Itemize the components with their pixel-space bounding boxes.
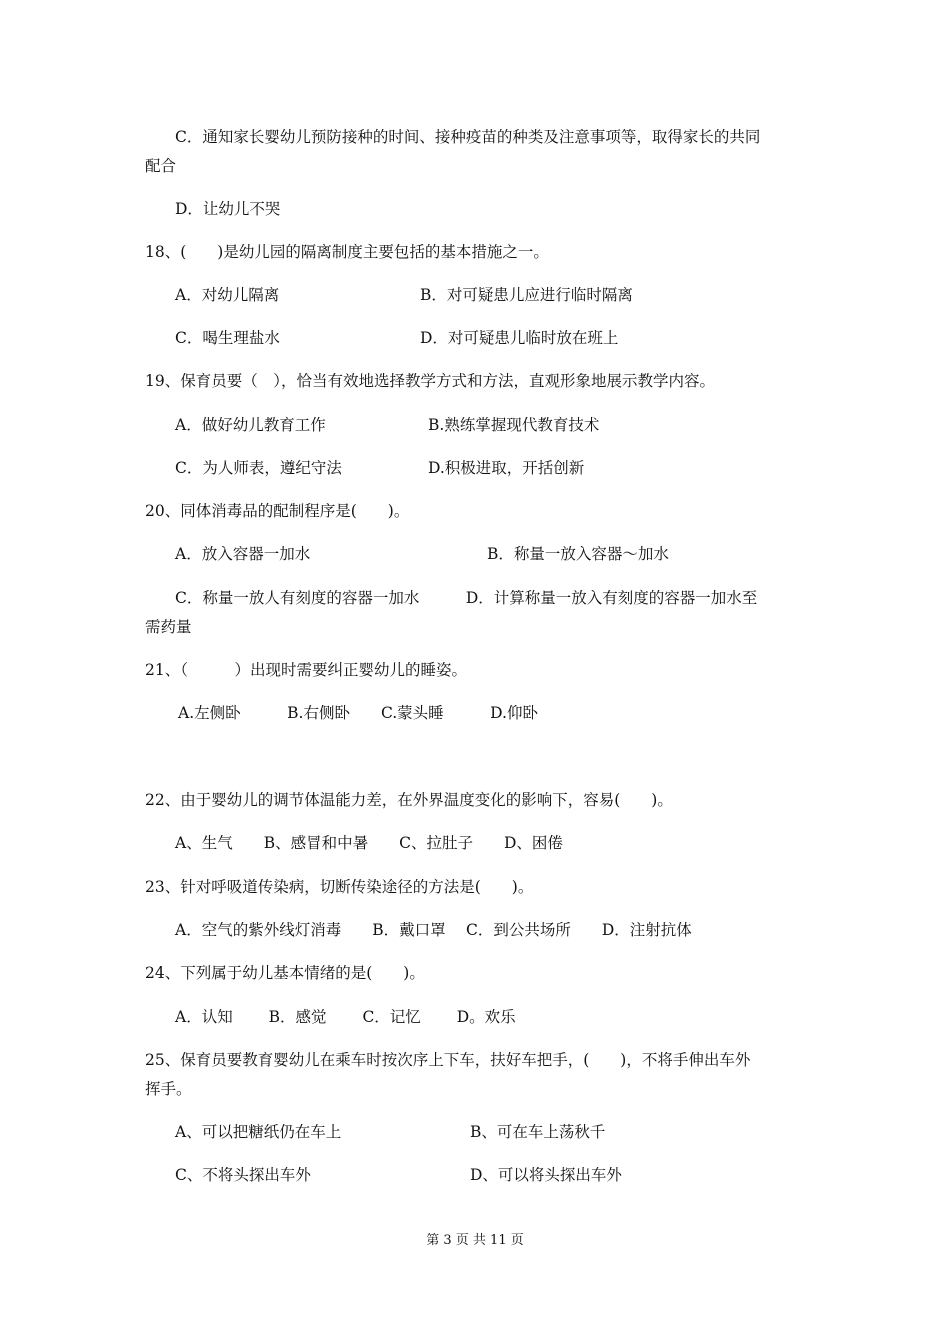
question-17-option-d: D．让幼儿不哭 (175, 200, 281, 218)
question-18-stem: 18、( )是幼儿园的隔离制度主要包括的基本措施之一。 (145, 243, 549, 261)
question-25-option-a: A、可以把糖纸仍在车上 (175, 1123, 342, 1141)
question-18-option-c: C．喝生理盐水 (175, 329, 280, 347)
question-20-option-b: B．称量一放入容器～加水 (487, 545, 669, 563)
question-17-option-c-line1: C．通知家长婴幼儿预防接种的时间、接种疫苗的种类及注意事项等，取得家长的共同 (175, 128, 761, 146)
question-23-options: A．空气的紫外线灯消毒 B．戴口罩 C．到公共场所 D．注射抗体 (175, 921, 692, 939)
question-25-option-c: C、不将头探出车外 (175, 1166, 311, 1184)
question-25-option-b: B、可在车上荡秋千 (470, 1123, 606, 1141)
question-19-option-d: D.积极进取，开括创新 (428, 459, 585, 477)
question-25-stem-line1: 25、保育员要教育婴幼儿在乘车时按次序上下车，扶好车把手，( )，不将手伸出车外 (145, 1051, 751, 1069)
question-23-stem: 23、针对呼吸道传染病，切断传染途径的方法是( )。 (145, 878, 534, 896)
question-25-stem-line2: 挥手。 (145, 1080, 192, 1098)
question-19-stem: 19、保育员要（ ），恰当有效地选择教学方式和方法，直观形象地展示教学内容。 (145, 372, 715, 390)
question-20-option-cd-line2: 需药量 (145, 618, 192, 636)
question-24-options: A．认知 B．感觉 C．记忆 D。欢乐 (175, 1008, 516, 1026)
question-20-stem: 20、同体消毒品的配制程序是( )。 (145, 502, 410, 520)
question-21-stem: 21、（ ）出现时需要纠正婴幼儿的睡姿。 (145, 661, 467, 679)
question-19-option-c: C．为人师表，遵纪守法 (175, 459, 342, 477)
question-22-stem: 22、由于婴幼儿的调节体温能力差，在外界温度变化的影响下，容易( )。 (145, 791, 673, 809)
page-footer: 第 3 页 共 11 页 (426, 1233, 524, 1248)
question-24-stem: 24、下列属于幼儿基本情绪的是( )。 (145, 964, 425, 982)
question-18-option-b: B．对可疑患儿应进行临时隔离 (420, 286, 633, 304)
question-19-option-a: A．做好幼儿教育工作 (175, 416, 326, 434)
question-21-options: A.左侧卧 B.右侧卧 C.蒙头睡 D.仰卧 (178, 704, 538, 722)
question-19-option-b: B.熟练掌握现代教育技术 (428, 416, 600, 434)
question-17-option-c-line2: 配合 (145, 157, 177, 175)
question-18-option-a: A．对幼儿隔离 (175, 286, 280, 304)
question-18-option-d: D．对可疑患儿临时放在班上 (420, 329, 619, 347)
question-25-option-d: D、可以将头探出车外 (470, 1166, 622, 1184)
question-20-option-a: A．放入容器一加水 (175, 545, 311, 563)
question-22-options: A、生气 B、感冒和中暑 C、拉肚子 D、困倦 (175, 834, 563, 852)
question-20-option-cd-line1: C．称量一放人有刻度的容器一加水 D．计算称量一放入有刻度的容器一加水至 (175, 589, 758, 607)
